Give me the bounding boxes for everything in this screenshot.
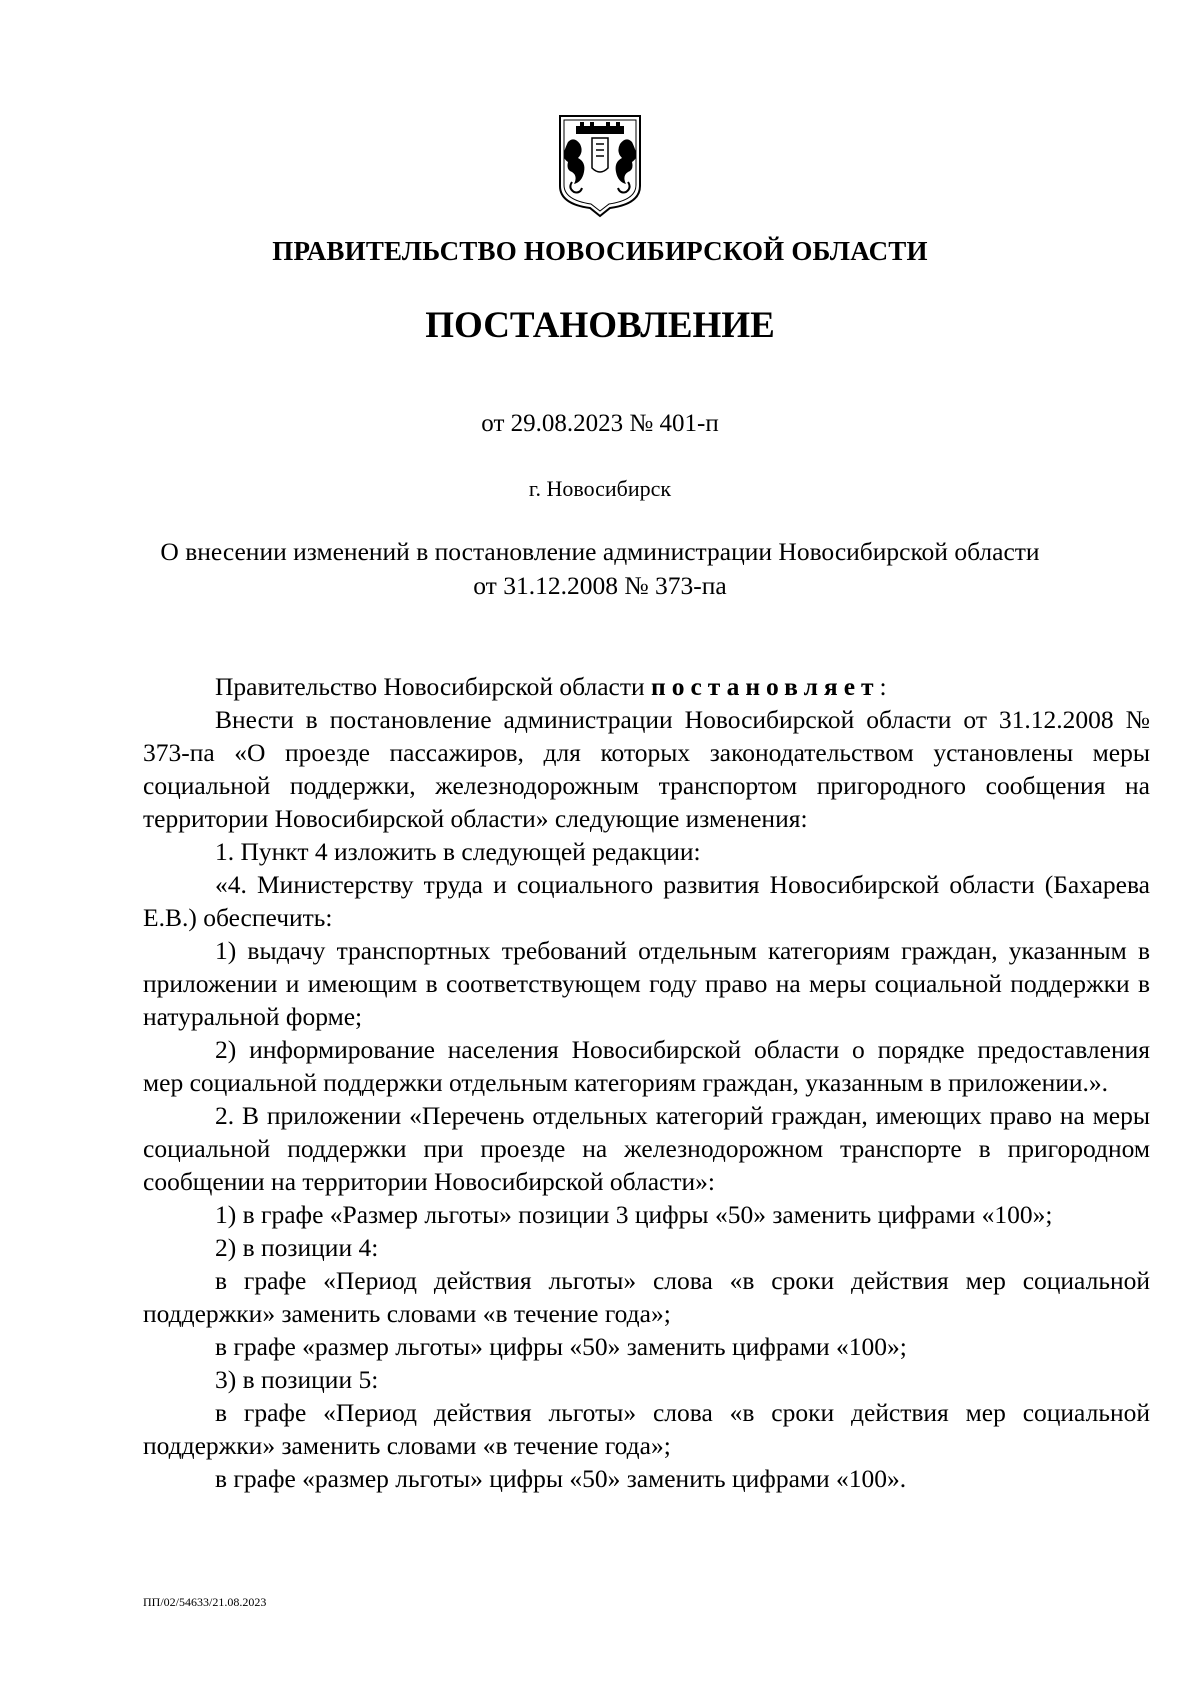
paragraph-2: 1. Пункт 4 изложить в следующей редакции: bbox=[215, 837, 701, 866]
paragraph-3: «4. Министерству труда и социального развития Новосибирской области (Бахарева Е.В.) обеспечить: bbox=[143, 870, 1150, 932]
intro-keyword: постановляет bbox=[651, 672, 880, 701]
document-type-title: ПОСТАНОВЛЕНИЕ bbox=[425, 305, 775, 346]
paragraph-7: 1) в графе «Размер льготы» позиции 3 цифры «50» заменить цифрами «100»; bbox=[215, 1200, 1053, 1229]
paragraph-8: 2) в позиции 4: bbox=[215, 1233, 379, 1262]
document-subject bbox=[150, 535, 1050, 603]
intro-paragraph bbox=[143, 670, 1150, 703]
intro-suffix: : bbox=[879, 672, 887, 701]
paragraph-10: в графе «размер льготы» цифры «50» заменить цифрами «100»; bbox=[215, 1332, 907, 1361]
paragraph-12: в графе «Период действия льготы» слова «в сроки действия мер социальной поддержки» заменить словами «в течение года»; bbox=[143, 1398, 1150, 1460]
document-body bbox=[143, 670, 1150, 1495]
organization-title: ПРАВИТЕЛЬСТВО НОВОСИБИРСКОЙ ОБЛАСТИ bbox=[272, 236, 928, 266]
paragraph-6: 2. В приложении «Перечень отдельных категорий граждан, имеющих право на меры социальной поддержки при проезде на железнодорожном транспорте в пригородном сообщении на территории Новосибирской области»: bbox=[143, 1101, 1150, 1196]
paragraph-5: 2) информирование населения Новосибирской области о порядке предоставления мер социальной поддержки отдельным категориям граждан, указанным в приложении.». bbox=[143, 1035, 1150, 1097]
document-date-number: от 29.08.2023 № 401-п bbox=[481, 410, 719, 437]
intro-prefix: Правительство Новосибирской области bbox=[215, 672, 651, 701]
paragraph-11: 3) в позиции 5: bbox=[215, 1365, 379, 1394]
footer-code: ПП/02/54633/21.08.2023 bbox=[143, 1595, 267, 1609]
paragraph-13: в графе «размер льготы» цифры «50» заменить цифрами «100». bbox=[215, 1464, 907, 1493]
paragraph-9: в графе «Период действия льготы» слова «в сроки действия мер социальной поддержки» заменить словами «в течение года»; bbox=[143, 1266, 1150, 1328]
paragraph-1: Внести в постановление администрации Новосибирской области от 31.12.2008 № 373-па «О проезде пассажиров, для которых законодательством установлены меры социальной поддержки, железнодорожным транспортом пригородного сообщения на территории Новосибирской области» следующие изменения: bbox=[143, 705, 1150, 833]
subject-line-2: от 31.12.2008 № 373-па bbox=[473, 571, 727, 600]
coat-of-arms-icon bbox=[556, 112, 644, 218]
subject-line-1: О внесении изменений в постановление администрации Новосибирской области bbox=[160, 537, 1040, 566]
paragraph-4: 1) выдачу транспортных требований отдельным категориям граждан, указанным в приложении и имеющим в соответствующем году право на меры социальной поддержки в натуральной форме; bbox=[143, 936, 1150, 1031]
document-city: г. Новосибирск bbox=[528, 476, 672, 501]
